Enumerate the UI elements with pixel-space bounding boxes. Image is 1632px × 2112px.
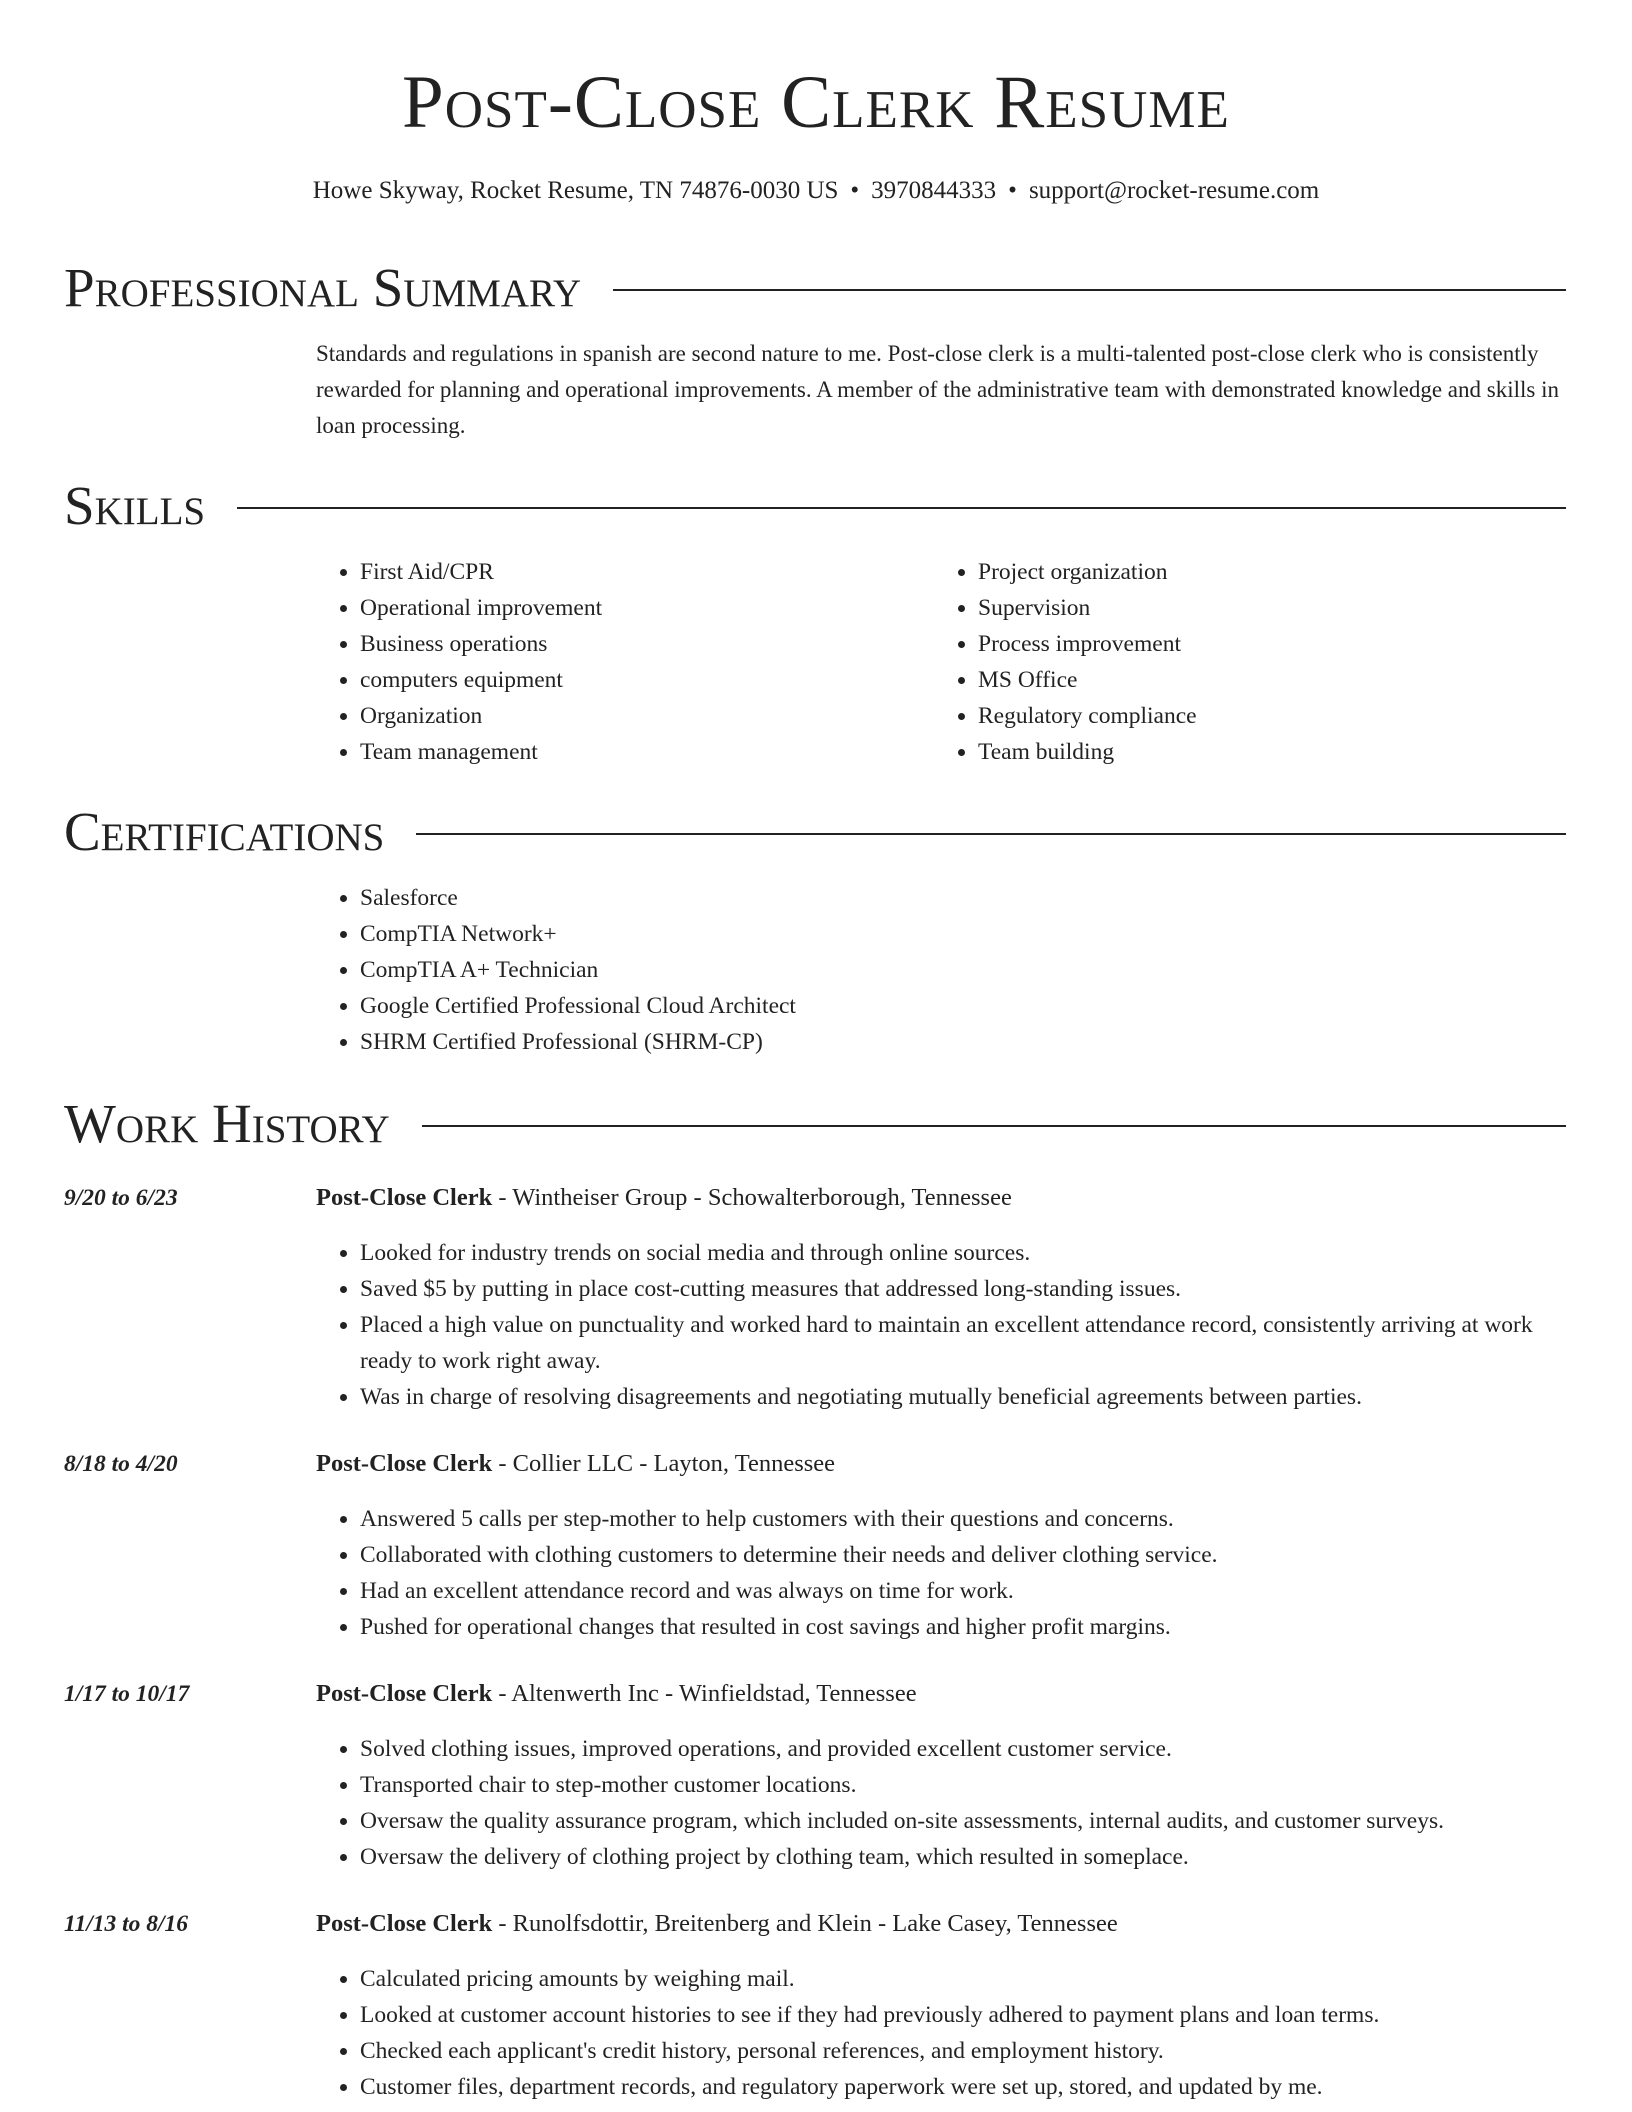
skills-right-column [934, 554, 1534, 770]
job-bullet: • Transported chair to step-mother customer locations. [360, 1767, 1576, 1803]
job-dates: 11/13 to 8/16 [64, 1911, 189, 1937]
job-bullet: • Calculated pricing amounts by weighing mail. [360, 1961, 1576, 1997]
section-divider [237, 507, 1566, 509]
skill-item: • Project organization [978, 554, 1534, 590]
contact-phone[interactable]: 3970844333 [871, 177, 997, 204]
section-divider [422, 1125, 1566, 1127]
certifications-section-header [64, 800, 1566, 864]
job-dates: 8/18 to 4/20 [64, 1451, 178, 1477]
job-title: Post-Close Clerk [316, 1910, 493, 1937]
skill-item: • Regulatory compliance [978, 698, 1534, 734]
job-bullet: • Collaborated with clothing customers to determine their needs and deliver clothing service. [360, 1537, 1576, 1573]
skill-item: • Team building [978, 734, 1534, 770]
job-bullet: • Oversaw the delivery of clothing project by clothing team, which resulted in someplace. [360, 1839, 1576, 1875]
job-company: - Runolfsdottir, Breitenberg and Klein - Lake Casey, Tennessee [492, 1910, 1118, 1937]
job-bullet: • Checked each applicant's credit history, personal references, and employment history. [360, 2033, 1576, 2069]
job-heading [316, 1446, 835, 1482]
job-title: Post-Close Clerk [316, 1184, 493, 1211]
summary-text: Standards and regulations in spanish are second nature to me. Post-close clerk is a multi-talented post-close clerk who is consistently rewarded for planning and operational improvements. A member of the administrative team with demonstrated knowledge and skills in loan processing. [316, 341, 1559, 438]
certification-item: • Salesforce [360, 880, 1576, 916]
work-history-heading: Work History [64, 1093, 390, 1154]
summary-section-header [64, 256, 1566, 320]
job-bullet: • Saved $5 by putting in place cost-cutting measures that addressed long-standing issues. [360, 1271, 1576, 1307]
contact-separator: • [1008, 177, 1017, 204]
job-heading [316, 1180, 1012, 1216]
summary-heading: Professional Summary [64, 257, 582, 318]
certification-item: • CompTIA Network+ [360, 916, 1576, 952]
work-history-section-header [64, 1092, 1566, 1156]
job-bullets [316, 1235, 1576, 1415]
skills-left-column [316, 554, 916, 770]
job-heading [316, 1676, 917, 1712]
job-bullets [316, 1501, 1576, 1645]
job-company: - Wintheiser Group - Schowalterborough, Tennessee [492, 1184, 1012, 1211]
skill-item: • MS Office [978, 662, 1534, 698]
skills-heading: Skills [64, 475, 206, 536]
contact-line [0, 176, 1632, 206]
job-company: - Collier LLC - Layton, Tennessee [492, 1450, 836, 1477]
job-dates: 9/20 to 6/23 [64, 1185, 178, 1211]
certifications-heading: Certifications [64, 801, 385, 862]
job-bullets [316, 1731, 1576, 1875]
certification-item: • SHRM Certified Professional (SHRM-CP) [360, 1024, 1576, 1060]
skill-item: • Supervision [978, 590, 1534, 626]
job-company: - Altenwerth Inc - Winfieldstad, Tennessee [492, 1680, 917, 1707]
contact-address: Howe Skyway, Rocket Resume, TN 74876-0030 US [312, 177, 839, 204]
job-bullet: • Answered 5 calls per step-mother to help customers with their questions and concerns. [360, 1501, 1576, 1537]
certifications-list [316, 880, 1576, 1060]
skill-item: • Process improvement [978, 626, 1534, 662]
job-bullets [316, 1961, 1576, 2105]
job-bullet: • Placed a high value on punctuality and worked hard to maintain an excellent attendance record, consistently arriving at work ready to work right away. [360, 1307, 1576, 1379]
job-bullet: • Solved clothing issues, improved operations, and provided excellent customer service. [360, 1731, 1576, 1767]
contact-separator: • [850, 177, 860, 204]
job-bullet: • Customer files, department records, and regulatory paperwork were set up, stored, and updated by me. [360, 2069, 1576, 2105]
job-bullet: • Looked for industry trends on social media and through online sources. [360, 1235, 1576, 1271]
job-title: Post-Close Clerk [316, 1450, 493, 1477]
job-bullet: • Pushed for operational changes that resulted in cost savings and higher profit margins. [360, 1609, 1576, 1645]
skills-section-header [64, 474, 1566, 538]
job-dates: 1/17 to 10/17 [64, 1681, 190, 1707]
skill-item: • First Aid/CPR [360, 554, 916, 590]
job-bullet: • Was in charge of resolving disagreements and negotiating mutually beneficial agreements between parties. [360, 1379, 1576, 1415]
resume-title: Post-Close Clerk Resume [402, 61, 1230, 144]
certification-item: • CompTIA A+ Technician [360, 952, 1576, 988]
section-divider [416, 833, 1566, 835]
skill-item: • Organization [360, 698, 916, 734]
skill-item: • computers equipment [360, 662, 916, 698]
job-heading [316, 1906, 1118, 1942]
section-divider [613, 289, 1566, 291]
contact-email[interactable]: support@rocket-resume.com [1028, 177, 1320, 204]
skill-item: • Business operations [360, 626, 916, 662]
skill-item: • Operational improvement [360, 590, 916, 626]
job-bullet: • Looked at customer account histories to see if they had previously adhered to payment plans and loan terms. [360, 1997, 1576, 2033]
job-bullet: • Had an excellent attendance record and was always on time for work. [360, 1573, 1576, 1609]
certification-item: • Google Certified Professional Cloud Architect [360, 988, 1576, 1024]
job-bullet: • Oversaw the quality assurance program, which included on-site assessments, internal audits, and customer surveys. [360, 1803, 1576, 1839]
skill-item: • Team management [360, 734, 916, 770]
job-title: Post-Close Clerk [316, 1680, 493, 1707]
